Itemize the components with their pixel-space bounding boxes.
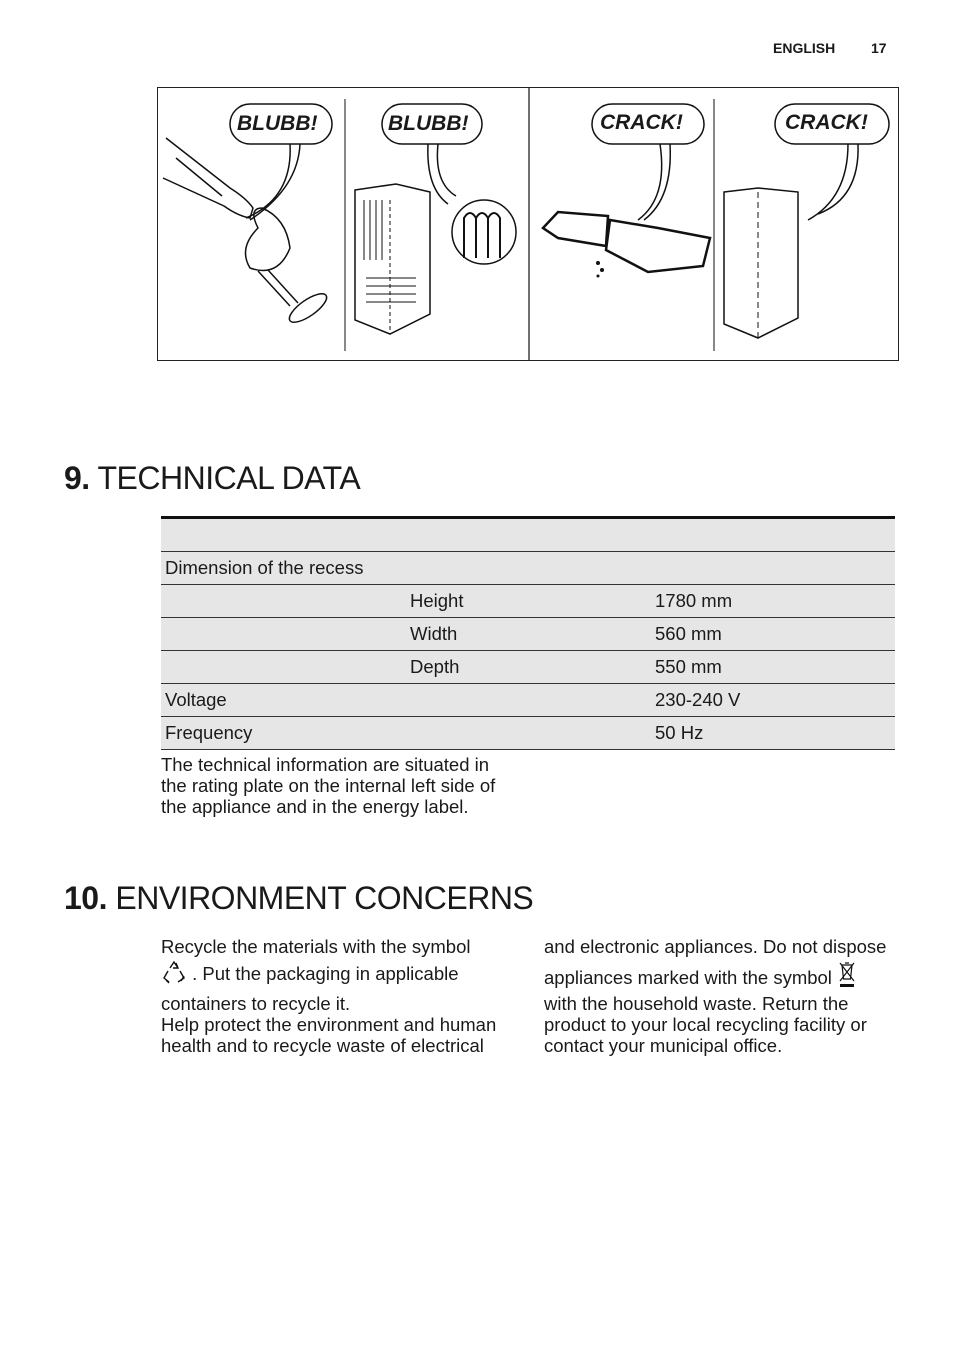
table-row [161, 518, 895, 552]
table-cell: Dimension of the recess [161, 552, 410, 585]
table-cell: Voltage [161, 684, 410, 717]
text-line-with-icon [544, 960, 899, 988]
technical-note: The technical information are situated in the rating plate on the internal left side of the appliance and in the energy label. [161, 754, 496, 817]
table-cell: Width [410, 618, 655, 651]
recycle-icon [161, 960, 187, 986]
page-number: 17 [871, 40, 887, 56]
environment-right-column [544, 936, 899, 1056]
table-row [161, 552, 895, 585]
table-cell [410, 717, 655, 750]
table-cell: 230-240 V [655, 684, 895, 717]
text-line: and electronic appliances. Do not dispose [544, 936, 887, 957]
table-cell [655, 552, 895, 585]
bubble-text: BLUBB! [237, 112, 318, 135]
section-number: 9. [64, 460, 90, 496]
table-cell [161, 585, 410, 618]
table-row [161, 618, 895, 651]
text-line: with the household waste. Return the product to your local recycling facility or contact your municipal office. [544, 993, 867, 1056]
table-row [161, 585, 895, 618]
table-cell [655, 518, 895, 552]
section-title: ENVIRONMENT CONCERNS [115, 880, 534, 916]
text-line: Recycle the materials with the symbol [161, 936, 471, 957]
table-cell: Frequency [161, 717, 410, 750]
table-cell: 1780 mm [655, 585, 895, 618]
section-heading [64, 460, 360, 497]
table-cell [161, 618, 410, 651]
bubble-text: CRACK! [600, 111, 683, 134]
text-line-with-icon [161, 960, 511, 986]
technical-data-table [161, 516, 895, 750]
table-cell: Depth [410, 651, 655, 684]
text-line: Help protect the environment and human health and to recycle waste of electrical [161, 1014, 497, 1056]
table-cell [161, 651, 410, 684]
table-cell: 50 Hz [655, 717, 895, 750]
table-cell [410, 518, 655, 552]
text-line: appliances marked with the symbol [544, 967, 832, 988]
table-cell [410, 552, 655, 585]
table-cell: 560 mm [655, 618, 895, 651]
table-row [161, 717, 895, 750]
table-row [161, 651, 895, 684]
section-title: TECHNICAL DATA [97, 460, 361, 496]
bubble-text: BLUBB! [388, 112, 469, 135]
table-row [161, 684, 895, 717]
text-line: . Put the packaging in applicable [192, 963, 459, 984]
table-cell [161, 518, 410, 552]
table-cell: 550 mm [655, 651, 895, 684]
table-cell [410, 684, 655, 717]
bubble-text: CRACK! [785, 111, 868, 134]
section-number: 10. [64, 880, 107, 916]
section-heading [64, 880, 533, 917]
table-cell: Height [410, 585, 655, 618]
crossed-bin-icon [837, 960, 857, 988]
noise-illustration [157, 87, 899, 361]
environment-left-column [161, 936, 511, 1056]
text-line: containers to recycle it. [161, 993, 351, 1014]
header-language: ENGLISH [773, 40, 836, 56]
